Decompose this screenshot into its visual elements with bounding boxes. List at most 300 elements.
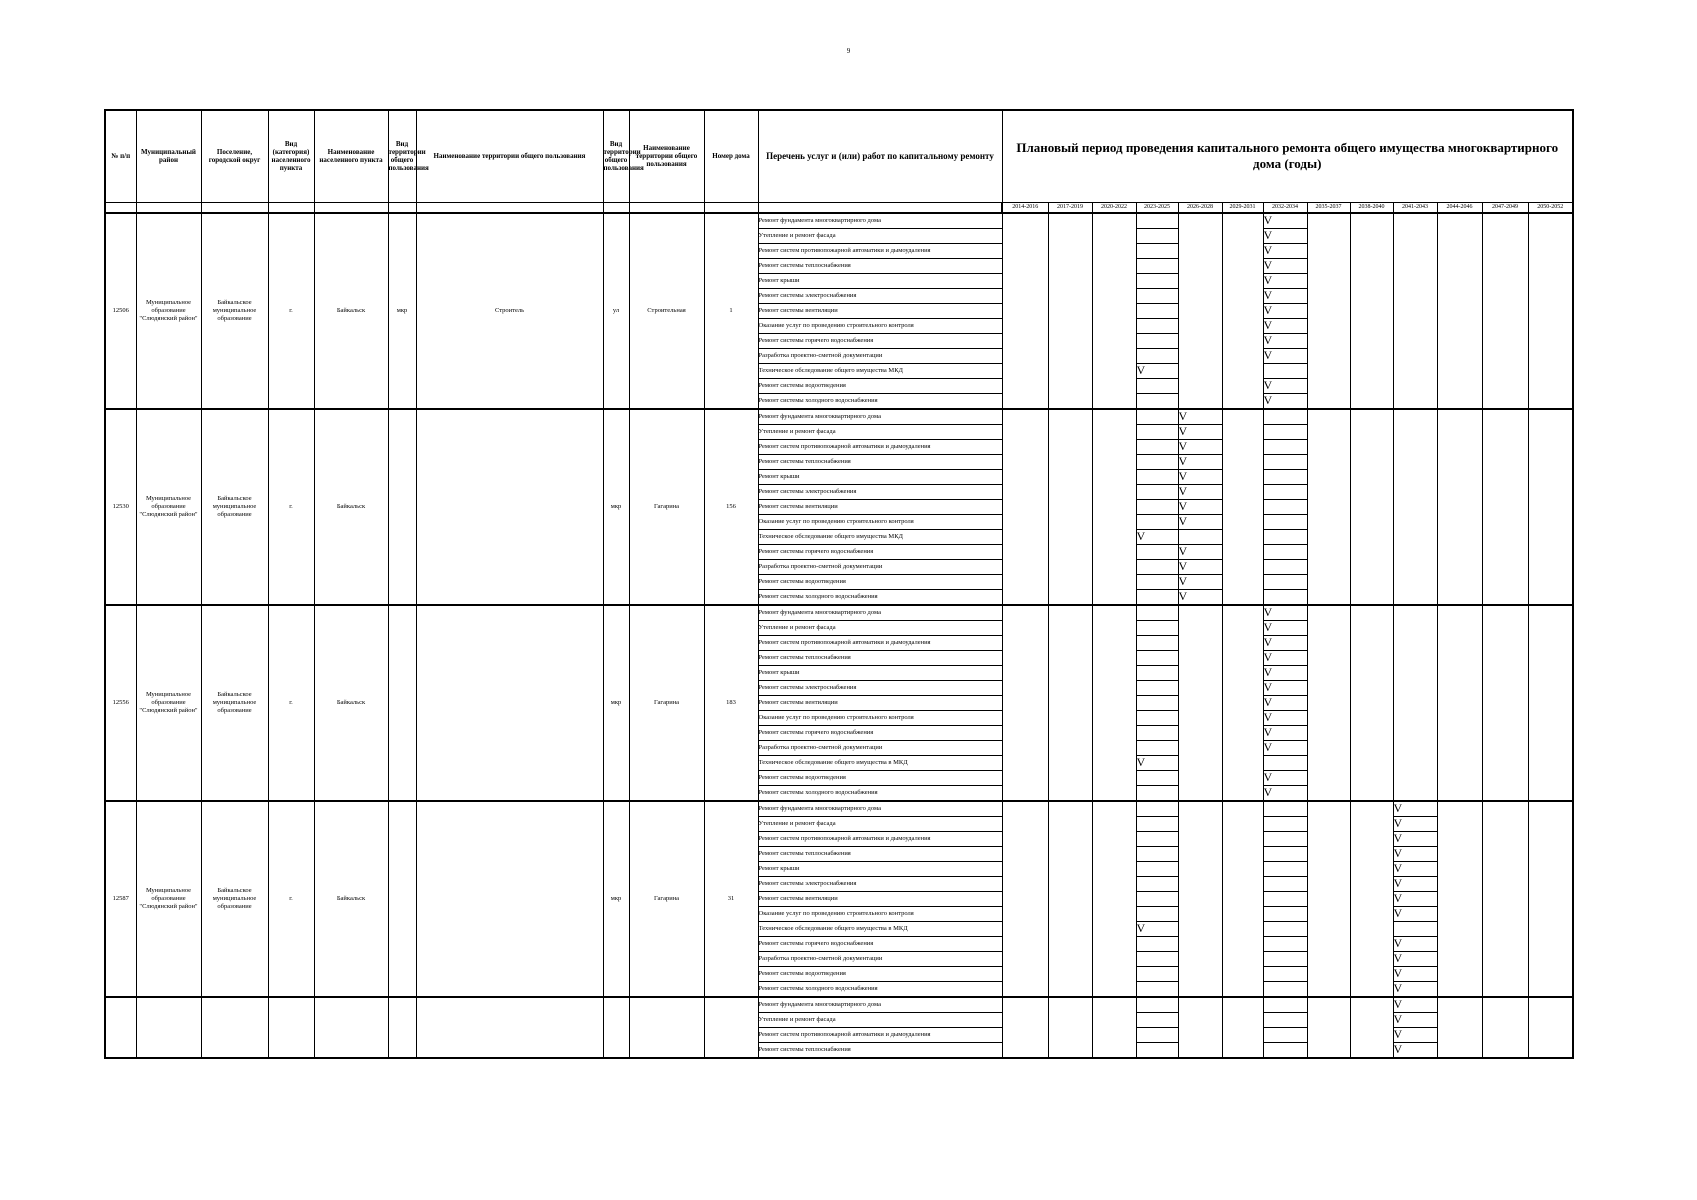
service-cell: Ремонт системы теплоснабжения — [758, 650, 1002, 665]
period-cell — [1528, 725, 1573, 740]
period-cell — [1263, 1012, 1307, 1027]
service-cell: Техническое обследование общего имущества в МКД — [758, 755, 1002, 770]
period-cell — [1393, 680, 1437, 695]
period-cell — [1482, 891, 1528, 906]
period-cell — [1350, 710, 1393, 725]
period-cell — [1350, 951, 1393, 966]
period-cell — [1528, 785, 1573, 801]
year-header: 2047-2049 — [1482, 202, 1528, 213]
service-cell: Ремонт системы электроснабжения — [758, 876, 1002, 891]
period-cell — [1307, 695, 1350, 710]
period-cell — [1482, 680, 1528, 695]
check-mark: V — [1393, 846, 1437, 861]
period-cell — [1136, 393, 1178, 409]
period-cell — [1482, 1042, 1528, 1058]
period-cell — [1263, 559, 1307, 574]
period-cell — [1092, 740, 1136, 755]
period-cell — [1222, 951, 1263, 966]
period-cell — [1482, 876, 1528, 891]
period-cell — [1048, 605, 1092, 621]
period-cell — [1002, 348, 1048, 363]
period-cell — [1393, 273, 1437, 288]
street-type-cell — [603, 997, 629, 1058]
period-cell — [1393, 559, 1437, 574]
period-cell — [1263, 514, 1307, 529]
period-cell — [1002, 574, 1048, 589]
period-cell — [1350, 966, 1393, 981]
period-cell — [1350, 891, 1393, 906]
period-cell — [1437, 424, 1482, 439]
locality-type-cell: г. — [268, 213, 314, 409]
table-row — [105, 997, 1573, 1013]
territory-type-cell: мкр — [388, 213, 416, 409]
period-cell — [1528, 695, 1573, 710]
check-mark: V — [1178, 454, 1222, 469]
period-cell — [1048, 861, 1092, 876]
period-cell — [1263, 544, 1307, 559]
period-cell — [1393, 695, 1437, 710]
period-cell — [1002, 1027, 1048, 1042]
period-cell — [1048, 981, 1092, 997]
service-cell: Разработка проектно-сметной документации — [758, 559, 1002, 574]
period-cell — [1437, 258, 1482, 273]
period-cell — [1482, 665, 1528, 680]
period-cell — [1393, 574, 1437, 589]
period-cell — [1528, 363, 1573, 378]
settlement-cell — [201, 997, 268, 1058]
period-cell — [1136, 951, 1178, 966]
period-cell — [1092, 725, 1136, 740]
period-cell — [1437, 695, 1482, 710]
period-cell — [1048, 303, 1092, 318]
check-mark: V — [1393, 906, 1437, 921]
period-cell — [1437, 921, 1482, 936]
period-cell — [1528, 936, 1573, 951]
period-cell — [1048, 891, 1092, 906]
period-cell — [1528, 861, 1573, 876]
period-cell — [1048, 785, 1092, 801]
period-cell — [1482, 710, 1528, 725]
period-cell — [1437, 393, 1482, 409]
period-cell — [1482, 288, 1528, 303]
period-cell — [1437, 363, 1482, 378]
period-cell — [1002, 544, 1048, 559]
locality-type-cell — [268, 997, 314, 1058]
period-cell — [1002, 484, 1048, 499]
period-cell — [1350, 484, 1393, 499]
service-cell: Ремонт крыши — [758, 665, 1002, 680]
period-cell — [1307, 936, 1350, 951]
period-cell — [1092, 936, 1136, 951]
period-cell — [1136, 424, 1178, 439]
period-cell — [1350, 635, 1393, 650]
period-cell — [1350, 424, 1393, 439]
service-cell: Ремонт системы водоотведения — [758, 966, 1002, 981]
period-cell — [1136, 454, 1178, 469]
period-cell — [1178, 273, 1222, 288]
period-cell — [1002, 710, 1048, 725]
period-cell — [1048, 589, 1092, 605]
period-cell — [1178, 831, 1222, 846]
service-cell: Ремонт системы теплоснабжения — [758, 846, 1002, 861]
period-cell — [1350, 785, 1393, 801]
house-number-id: 12530 — [105, 409, 136, 605]
header-no: № п/п — [105, 110, 136, 202]
period-cell — [1482, 213, 1528, 229]
period-cell — [1263, 906, 1307, 921]
period-cell — [1482, 951, 1528, 966]
period-cell — [1048, 288, 1092, 303]
period-cell — [1178, 333, 1222, 348]
period-cell — [1263, 409, 1307, 425]
period-cell — [1002, 228, 1048, 243]
service-cell: Ремонт крыши — [758, 469, 1002, 484]
territory-name-cell — [416, 997, 603, 1058]
period-cell — [1178, 303, 1222, 318]
period-cell — [1350, 936, 1393, 951]
period-cell — [1482, 906, 1528, 921]
period-cell — [1136, 710, 1178, 725]
period-cell — [1222, 921, 1263, 936]
period-cell — [1178, 213, 1222, 229]
period-cell — [1528, 454, 1573, 469]
period-cell — [1178, 635, 1222, 650]
period-cell — [1002, 559, 1048, 574]
period-cell — [1482, 228, 1528, 243]
period-cell — [1092, 559, 1136, 574]
period-cell — [1092, 318, 1136, 333]
period-cell — [1393, 514, 1437, 529]
period-cell — [1048, 363, 1092, 378]
service-cell: Оказание услуг по проведению строительного контроля — [758, 514, 1002, 529]
period-cell — [1528, 243, 1573, 258]
period-cell — [1528, 770, 1573, 785]
period-cell — [1222, 469, 1263, 484]
period-cell — [1002, 288, 1048, 303]
period-cell — [1437, 906, 1482, 921]
period-cell — [1002, 529, 1048, 544]
period-cell — [1350, 921, 1393, 936]
period-cell — [1350, 665, 1393, 680]
period-cell — [1350, 303, 1393, 318]
period-cell — [1528, 393, 1573, 409]
period-cell — [1482, 424, 1528, 439]
period-cell — [1136, 243, 1178, 258]
period-cell — [1528, 544, 1573, 559]
period-cell — [1528, 1012, 1573, 1027]
period-cell — [1482, 303, 1528, 318]
period-cell — [1002, 725, 1048, 740]
period-cell — [1528, 876, 1573, 891]
period-cell — [1002, 258, 1048, 273]
period-cell — [1482, 514, 1528, 529]
period-cell — [1437, 243, 1482, 258]
period-cell — [1136, 906, 1178, 921]
period-cell — [1528, 333, 1573, 348]
period-cell — [1437, 770, 1482, 785]
street-type-cell: мкр — [603, 801, 629, 997]
period-cell — [1048, 695, 1092, 710]
period-cell — [1136, 499, 1178, 514]
service-cell: Ремонт системы холодного водоснабжения — [758, 785, 1002, 801]
service-cell: Ремонт системы водоотведения — [758, 770, 1002, 785]
period-cell — [1307, 363, 1350, 378]
service-cell: Ремонт системы вентиляции — [758, 695, 1002, 710]
check-mark: V — [1263, 635, 1307, 650]
period-cell — [1222, 1012, 1263, 1027]
year-header: 2017-2019 — [1048, 202, 1092, 213]
period-cell — [1222, 1042, 1263, 1058]
period-cell — [1002, 861, 1048, 876]
service-cell: Ремонт системы водоотведения — [758, 378, 1002, 393]
period-cell — [1002, 997, 1048, 1013]
period-cell — [1048, 243, 1092, 258]
period-cell — [1048, 921, 1092, 936]
check-mark: V — [1263, 318, 1307, 333]
territory-name-cell — [416, 605, 603, 801]
period-cell — [1350, 243, 1393, 258]
locality-name-cell: Байкальск — [314, 409, 388, 605]
period-cell — [1136, 589, 1178, 605]
period-cell — [1178, 680, 1222, 695]
period-cell — [1350, 213, 1393, 229]
period-cell — [1002, 469, 1048, 484]
period-cell — [1307, 318, 1350, 333]
period-cell — [1222, 710, 1263, 725]
period-cell — [1263, 951, 1307, 966]
period-cell — [1307, 755, 1350, 770]
period-cell — [1178, 770, 1222, 785]
service-cell: Ремонт систем противопожарной автоматики и дымоудаления — [758, 1027, 1002, 1042]
period-cell — [1263, 589, 1307, 605]
period-cell — [1222, 785, 1263, 801]
check-mark: V — [1393, 891, 1437, 906]
period-cell — [1528, 816, 1573, 831]
period-cell — [1482, 243, 1528, 258]
period-cell — [1002, 1042, 1048, 1058]
period-cell — [1528, 755, 1573, 770]
period-cell — [1092, 635, 1136, 650]
period-cell — [1002, 1012, 1048, 1027]
period-cell — [1528, 439, 1573, 454]
period-cell — [1307, 228, 1350, 243]
period-cell — [1263, 469, 1307, 484]
period-cell — [1002, 318, 1048, 333]
period-cell — [1178, 876, 1222, 891]
service-cell: Ремонт крыши — [758, 273, 1002, 288]
period-cell — [1222, 816, 1263, 831]
period-cell — [1178, 1042, 1222, 1058]
period-cell — [1393, 213, 1437, 229]
period-cell — [1048, 1027, 1092, 1042]
period-cell — [1393, 378, 1437, 393]
period-cell — [1482, 559, 1528, 574]
period-cell — [1482, 589, 1528, 605]
period-cell — [1307, 1012, 1350, 1027]
period-cell — [1092, 951, 1136, 966]
check-mark: V — [1263, 740, 1307, 755]
period-cell — [1002, 755, 1048, 770]
period-cell — [1136, 348, 1178, 363]
period-cell — [1482, 861, 1528, 876]
period-cell — [1307, 514, 1350, 529]
service-cell: Утепление и ремонт фасада — [758, 1012, 1002, 1027]
period-cell — [1178, 936, 1222, 951]
year-header: 2032-2034 — [1263, 202, 1307, 213]
period-cell — [1048, 876, 1092, 891]
year-header: 2014-2016 — [1002, 202, 1048, 213]
period-cell — [1092, 243, 1136, 258]
check-mark: V — [1178, 499, 1222, 514]
period-cell — [1393, 921, 1437, 936]
period-cell — [1437, 951, 1482, 966]
check-mark: V — [1393, 981, 1437, 997]
service-cell: Ремонт системы холодного водоснабжения — [758, 981, 1002, 997]
district-cell: Муниципальное образование "Слюдянский район" — [136, 801, 201, 997]
year-header: 2035-2037 — [1307, 202, 1350, 213]
period-cell — [1482, 469, 1528, 484]
table-row — [105, 605, 1573, 621]
period-cell — [1307, 846, 1350, 861]
year-header: 2026-2028 — [1178, 202, 1222, 213]
period-cell — [1136, 605, 1178, 621]
period-cell — [1048, 258, 1092, 273]
period-cell — [1092, 499, 1136, 514]
period-cell — [1263, 831, 1307, 846]
period-cell — [1528, 589, 1573, 605]
period-cell — [1222, 620, 1263, 635]
service-cell: Ремонт фундамента многоквартирного дома — [758, 605, 1002, 621]
period-cell — [1350, 454, 1393, 469]
period-cell — [1048, 665, 1092, 680]
period-cell — [1222, 770, 1263, 785]
service-cell: Ремонт систем противопожарной автоматики и дымоудаления — [758, 243, 1002, 258]
period-cell — [1350, 981, 1393, 997]
period-cell — [1307, 529, 1350, 544]
period-cell — [1393, 243, 1437, 258]
period-cell — [1136, 981, 1178, 997]
territory-type-cell — [388, 801, 416, 997]
check-mark: V — [1263, 710, 1307, 725]
period-cell — [1178, 906, 1222, 921]
check-mark: V — [1136, 529, 1178, 544]
period-cell — [1136, 213, 1178, 229]
period-cell — [1482, 378, 1528, 393]
period-cell — [1048, 484, 1092, 499]
period-cell — [1222, 695, 1263, 710]
period-cell — [1222, 997, 1263, 1013]
period-cell — [1092, 378, 1136, 393]
period-cell — [1222, 574, 1263, 589]
period-cell — [1092, 816, 1136, 831]
period-cell — [1178, 529, 1222, 544]
period-cell — [1393, 333, 1437, 348]
service-cell: Ремонт систем противопожарной автоматики и дымоудаления — [758, 831, 1002, 846]
street-type-cell: мкр — [603, 409, 629, 605]
period-cell — [1263, 424, 1307, 439]
period-cell — [1002, 801, 1048, 817]
period-cell — [1393, 770, 1437, 785]
period-cell — [1482, 258, 1528, 273]
period-cell — [1002, 243, 1048, 258]
district-cell: Муниципальное образование "Слюдянский район" — [136, 409, 201, 605]
period-cell — [1350, 846, 1393, 861]
period-cell — [1482, 363, 1528, 378]
period-cell — [1136, 378, 1178, 393]
period-cell — [1222, 484, 1263, 499]
period-cell — [1178, 243, 1222, 258]
period-cell — [1482, 997, 1528, 1013]
period-cell — [1307, 258, 1350, 273]
period-cell — [1222, 348, 1263, 363]
period-cell — [1482, 318, 1528, 333]
period-cell — [1350, 378, 1393, 393]
period-cell — [1178, 801, 1222, 817]
header-locality-name: Наименование населенного пункта — [314, 110, 388, 202]
period-cell — [1307, 303, 1350, 318]
period-cell — [1393, 710, 1437, 725]
period-cell — [1437, 755, 1482, 770]
service-cell: Оказание услуг по проведению строительного контроля — [758, 906, 1002, 921]
capital-repair-plan-table — [104, 109, 1574, 1059]
period-cell — [1092, 906, 1136, 921]
period-cell — [1178, 363, 1222, 378]
period-cell — [1307, 876, 1350, 891]
period-cell — [1350, 273, 1393, 288]
period-cell — [1002, 333, 1048, 348]
period-cell — [1528, 273, 1573, 288]
period-cell — [1307, 574, 1350, 589]
period-cell — [1393, 228, 1437, 243]
period-cell — [1002, 393, 1048, 409]
period-cell — [1222, 861, 1263, 876]
period-cell — [1136, 1042, 1178, 1058]
period-cell — [1002, 499, 1048, 514]
period-cell — [1136, 891, 1178, 906]
period-cell — [1222, 1027, 1263, 1042]
check-mark: V — [1263, 695, 1307, 710]
period-cell — [1222, 544, 1263, 559]
period-cell — [1092, 846, 1136, 861]
check-mark: V — [1263, 378, 1307, 393]
check-mark: V — [1263, 650, 1307, 665]
period-cell — [1528, 499, 1573, 514]
check-mark: V — [1178, 409, 1222, 425]
period-cell — [1136, 861, 1178, 876]
period-cell — [1437, 499, 1482, 514]
period-cell — [1528, 605, 1573, 621]
period-cell — [1482, 725, 1528, 740]
year-header: 2029-2031 — [1222, 202, 1263, 213]
period-cell — [1437, 740, 1482, 755]
period-cell — [1092, 695, 1136, 710]
locality-type-cell: г. — [268, 409, 314, 605]
period-cell — [1002, 831, 1048, 846]
check-mark: V — [1263, 785, 1307, 801]
period-cell — [1437, 574, 1482, 589]
period-cell — [1178, 725, 1222, 740]
period-cell — [1263, 363, 1307, 378]
period-cell — [1222, 831, 1263, 846]
period-cell — [1437, 891, 1482, 906]
check-mark: V — [1393, 951, 1437, 966]
period-cell — [1528, 303, 1573, 318]
check-mark: V — [1136, 921, 1178, 936]
period-cell — [1136, 650, 1178, 665]
house-number-id: 12506 — [105, 213, 136, 409]
street-name-cell: Гагарина — [629, 605, 704, 801]
period-cell — [1222, 981, 1263, 997]
